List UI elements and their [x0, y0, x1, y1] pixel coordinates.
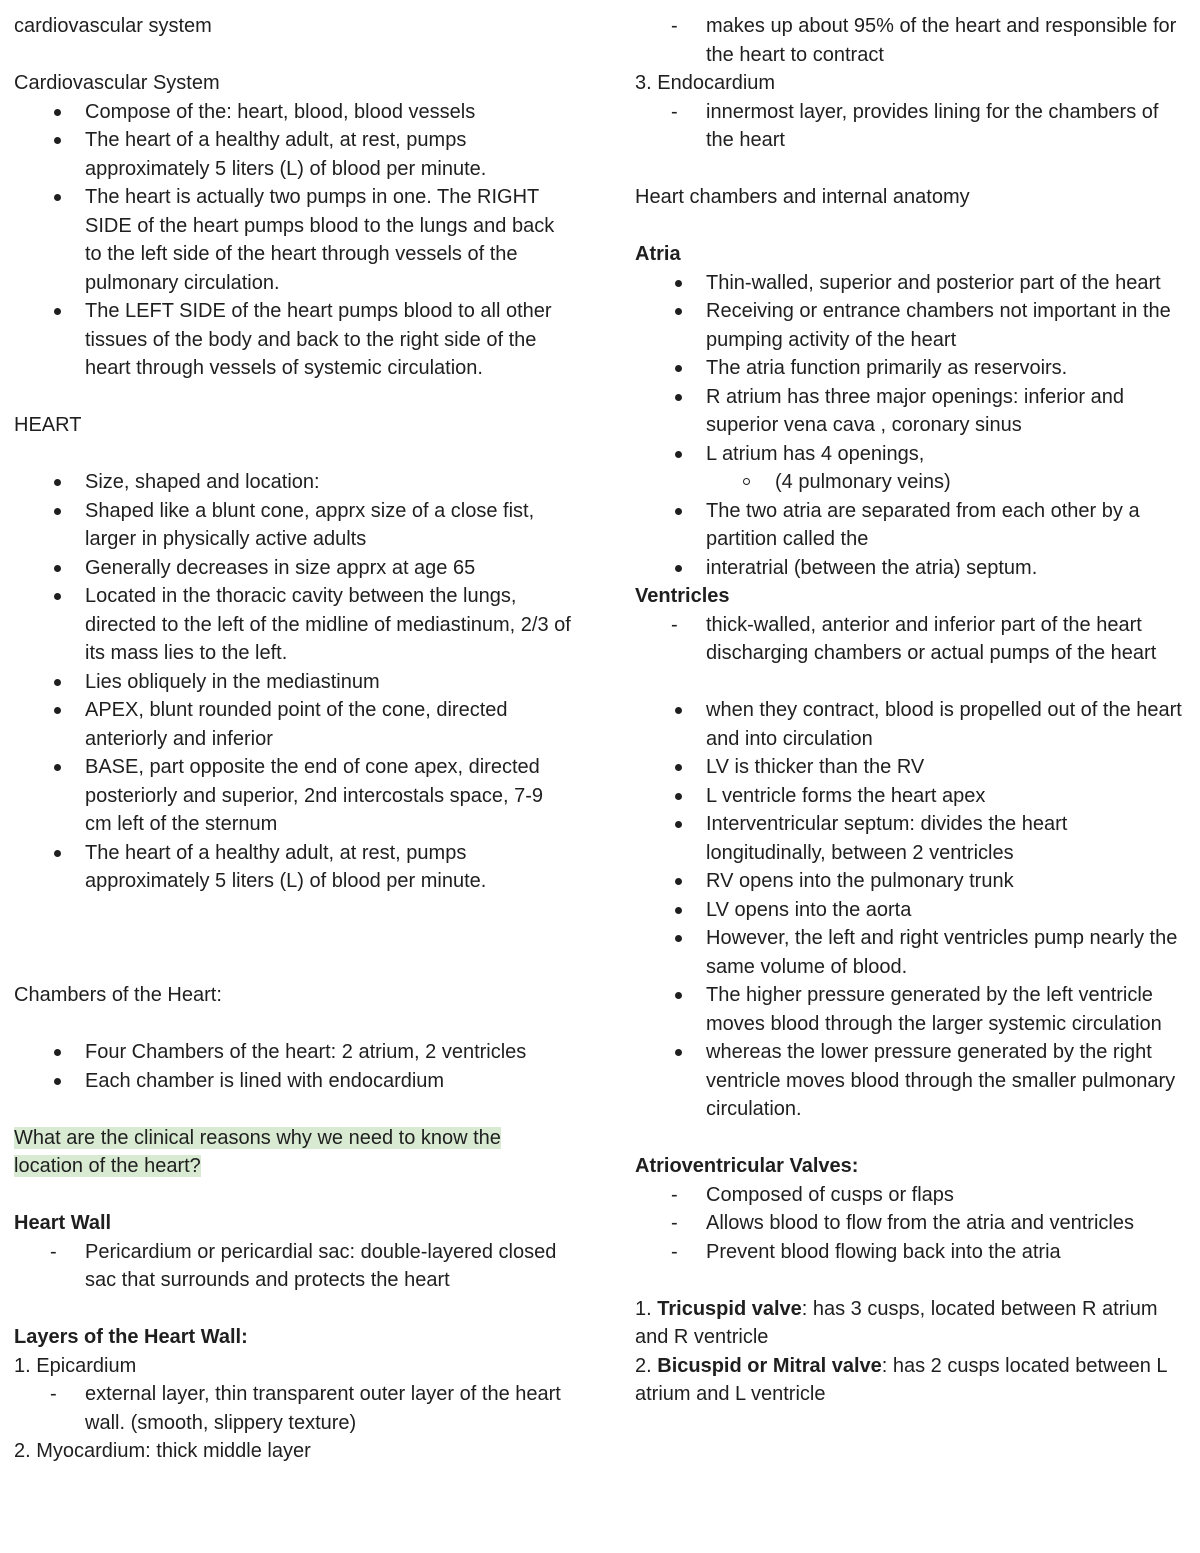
list-item: However, the left and right ventricles pump nearly the same volume of blood. [635, 924, 1190, 981]
tricuspid-valve-term: Tricuspid valve [657, 1297, 802, 1320]
mitral-valve-term: Bicuspid or Mitral valve [657, 1354, 882, 1377]
list-item: L atrium has 4 openings, [635, 440, 1190, 469]
left-column [14, 12, 574, 1466]
list-item: - innermost layer, provides lining for the chambers of the heart [635, 98, 1190, 155]
list-item: - makes up about 95% of the heart and responsible for the heart to contract [635, 12, 1190, 69]
list-item: Size, shaped and location: [14, 468, 574, 497]
ventricles-list [635, 696, 1190, 1124]
spacer [14, 953, 574, 982]
spacer [14, 924, 574, 953]
section-heading-layers: Layers of the Heart Wall: [14, 1326, 248, 1348]
spacer [14, 383, 574, 412]
layer-endocardium: 3. Endocardium [635, 72, 776, 94]
list-item: LV opens into the aorta [635, 896, 1190, 925]
layer-epicardium: 1. Epicardium [14, 1354, 137, 1377]
av-valves-list [635, 1181, 1190, 1267]
list-item: R atrium has three major openings: inferior and superior vena cava , coronary sinus [635, 383, 1190, 440]
sub-list-item: (4 pulmonary veins) [635, 468, 1190, 497]
list-item: The higher pressure generated by the left ventricle moves blood through the larger systemic circulation [635, 981, 1190, 1038]
spacer [14, 896, 574, 925]
list-item: Compose of the: heart, blood, blood vessels [14, 98, 574, 127]
layer-myocardium: 2. Myocardium: thick middle layer [14, 1440, 311, 1462]
section-heading-av-valves: Atrioventricular Valves: [635, 1155, 859, 1177]
list-item: - thick-walled, anterior and inferior part of the heart discharging chambers or actual pumps of the heart [635, 611, 1190, 668]
section-heading-atria: Atria [635, 243, 681, 265]
right-column [635, 12, 1190, 1409]
spacer [14, 1095, 574, 1124]
list-item: LV is thicker than the RV [635, 753, 1190, 782]
epicardium-list [14, 1380, 574, 1437]
list-item: - Allows blood to flow from the atria and ventricles [635, 1209, 1190, 1238]
list-item: The LEFT SIDE of the heart pumps blood to all other tissues of the body and back to the right side of the heart through vessels of systemic circulation. [14, 297, 574, 383]
chambers-list [14, 1038, 574, 1095]
atria-list [635, 269, 1190, 583]
highlighted-question-line2: location of the heart? [14, 1155, 201, 1177]
list-item: Interventricular septum: divides the heart longitudinally, between 2 ventricles [635, 810, 1190, 867]
list-item: - Pericardium or pericardial sac: double-layered closed sac that surrounds and protects the heart [14, 1238, 574, 1295]
list-item: BASE, part opposite the end of cone apex, directed posteriorly and superior, 2nd intercostals space, 7-9 cm left of the sternum [14, 753, 574, 839]
list-item: Thin-walled, superior and posterior part of the heart [635, 269, 1190, 298]
list-item: - Prevent blood flowing back into the atria [635, 1238, 1190, 1267]
section-heading-ventricles: Ventricles [635, 585, 730, 607]
list-item: APEX, blunt rounded point of the cone, directed anteriorly and inferior [14, 696, 574, 753]
section-heading-cardiovascular: Cardiovascular System [14, 72, 220, 94]
highlighted-question-line1: What are the clinical reasons why we need to know the [14, 1126, 501, 1149]
highlighted-question [14, 1124, 574, 1181]
section-heading-heart-wall: Heart Wall [14, 1212, 112, 1234]
spacer [14, 1181, 574, 1210]
list-item: RV opens into the pulmonary trunk [635, 867, 1190, 896]
list-item: The heart is actually two pumps in one. The RIGHT SIDE of the heart pumps blood to the lungs and back to the left side of the heart through vessels of the pulmonary circulation. [14, 183, 574, 297]
spacer [635, 668, 1190, 697]
spacer [14, 41, 574, 70]
document-title: cardiovascular system [14, 15, 212, 37]
list-item: Each chamber is lined with endocardium [14, 1067, 574, 1096]
mitral-valve-text: : has 2 cusps located between L atrium and L ventricle [635, 1354, 1167, 1405]
tricuspid-valve-text: : has 3 cusps, located between R atrium and R ventricle [635, 1297, 1158, 1348]
list-item: - external layer, thin transparent outer layer of the heart wall. (smooth, slippery texture) [14, 1380, 574, 1437]
section-heading-chambers: Chambers of the Heart: [14, 984, 222, 1006]
spacer [14, 1010, 574, 1039]
list-item: The two atria are separated from each other by a partition called the [635, 497, 1190, 554]
list-item: L ventricle forms the heart apex [635, 782, 1190, 811]
list-item: whereas the lower pressure generated by the right ventricle moves blood through the smaller pulmonary circulation. [635, 1038, 1190, 1124]
spacer [635, 212, 1190, 241]
tricuspid-valve-paragraph [635, 1295, 1190, 1352]
mitral-number: 2. [635, 1354, 658, 1377]
list-item: The atria function primarily as reservoirs. [635, 354, 1190, 383]
list-item: when they contract, blood is propelled out of the heart and into circulation [635, 696, 1190, 753]
section-heading-heart: HEART [14, 414, 82, 436]
mitral-valve-paragraph [635, 1352, 1190, 1409]
list-item: interatrial (between the atria) septum. [635, 554, 1190, 583]
list-item: Four Chambers of the heart: 2 atrium, 2 ventricles [14, 1038, 574, 1067]
spacer [635, 1266, 1190, 1295]
heart-list [14, 468, 574, 896]
list-item: The heart of a healthy adult, at rest, pumps approximately 5 liters (L) of blood per minute. [14, 126, 574, 183]
list-item: Located in the thoracic cavity between the lungs, directed to the left of the midline of mediastinum, 2/3 of its mass lies to the left. [14, 582, 574, 668]
list-item: Shaped like a blunt cone, apprx size of a close fist, larger in physically active adults [14, 497, 574, 554]
endocardium-list [635, 98, 1190, 155]
spacer [635, 155, 1190, 184]
spacer [635, 1124, 1190, 1153]
spacer [14, 440, 574, 469]
spacer [14, 1295, 574, 1324]
list-item: The heart of a healthy adult, at rest, pumps approximately 5 liters (L) of blood per minute. [14, 839, 574, 896]
heart-wall-list [14, 1238, 574, 1295]
myocardium-list [635, 12, 1190, 69]
section-heading-anatomy: Heart chambers and internal anatomy [635, 186, 970, 208]
ventricles-dash-list [635, 611, 1190, 668]
list-item: Lies obliquely in the mediastinum [14, 668, 574, 697]
list-item: Generally decreases in size apprx at age 65 [14, 554, 574, 583]
list-item: - Composed of cusps or flaps [635, 1181, 1190, 1210]
tricuspid-number: 1. [635, 1297, 658, 1320]
list-item: Receiving or entrance chambers not important in the pumping activity of the heart [635, 297, 1190, 354]
cardiovascular-list [14, 98, 574, 383]
